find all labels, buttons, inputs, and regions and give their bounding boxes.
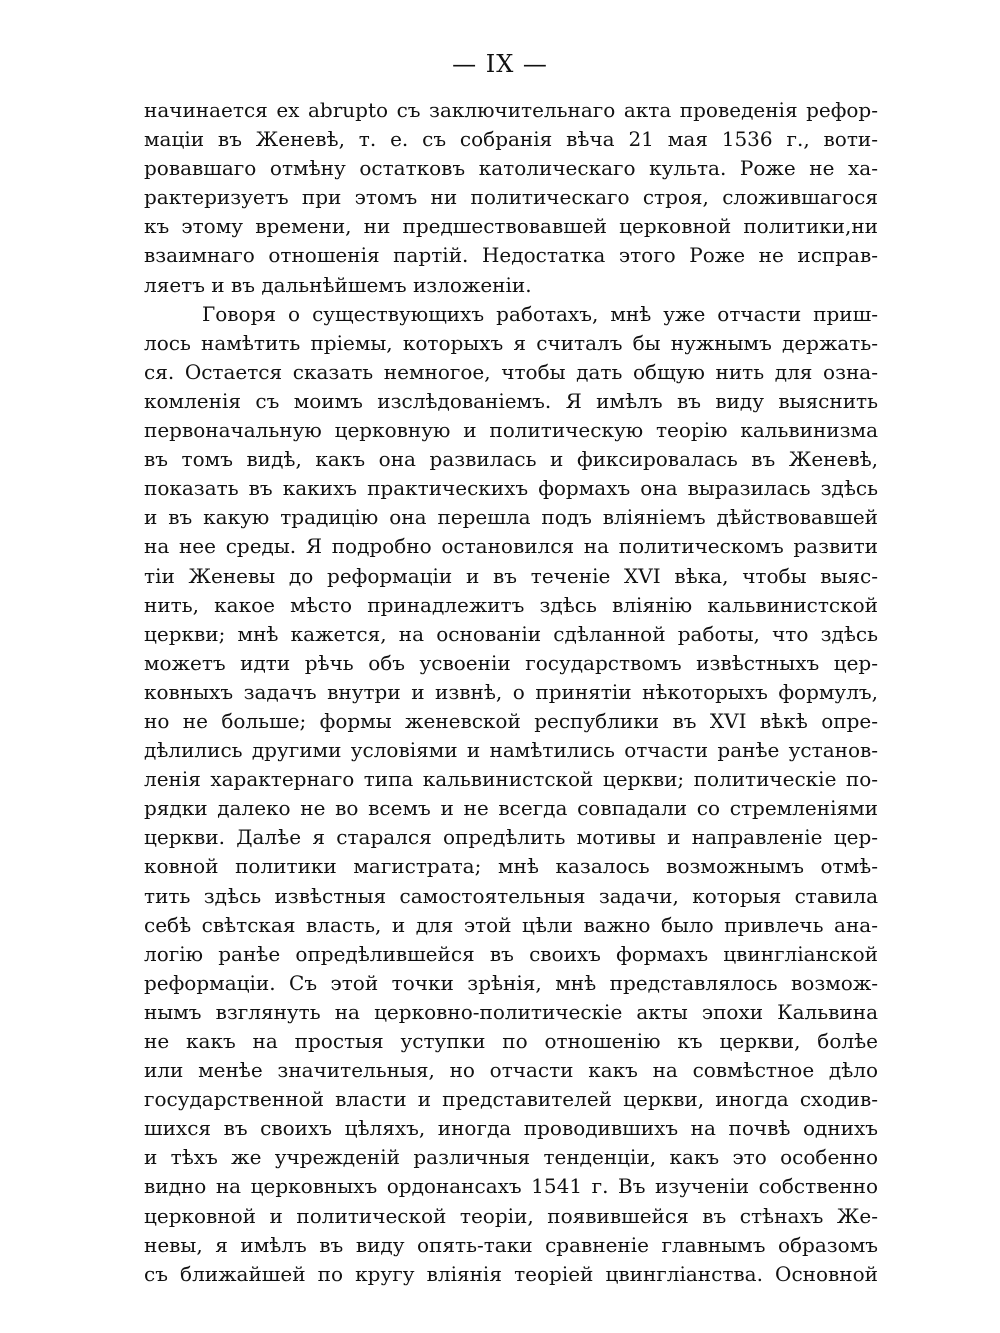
text-line: церкви; мнѣ кажется, на основаніи сдѣланной работы, что здѣсь: [144, 621, 878, 646]
text-line: начинается ex abrupto съ заключительнаго акта проведенія рефор-: [144, 98, 878, 122]
text-line: шихся въ своихъ цѣляхъ, иногда проводившихъ на почвѣ однихъ: [144, 1116, 878, 1141]
text-line: государственной власти и представителей церкви, иногда сходив-: [144, 1087, 878, 1112]
text-line: но не больше; формы женевской республики въ XVI вѣкѣ опре-: [144, 708, 878, 733]
text-line: ляетъ и въ дальнѣйшемъ изложеніи.: [144, 272, 532, 297]
text-line: Говоря о существующихъ работахъ, мнѣ уже отчасти приш-: [202, 301, 878, 326]
text-line: нить, какое мѣсто принадлежитъ здѣсь вліянію кальвинистской: [144, 592, 878, 617]
text-line: видно на церковныхъ ордонансахъ 1541 г. Въ изученіи собственно: [144, 1174, 878, 1199]
text-line: комленія съ моимъ изслѣдованіемъ. Я имѣлъ въ виду выяснить: [144, 388, 878, 413]
text-line: съ ближайшей по кругу вліянія теоріей цвингліанства. Основной: [144, 1261, 878, 1286]
text-line: ленія характернаго типа кальвинистской церкви; политическіе по-: [144, 767, 878, 792]
text-line: рядки далеко не во всемъ и не всегда совпадали со стремленіями: [144, 796, 878, 821]
text-line: не какъ на простыя уступки по отношенію къ церкви, болѣе: [144, 1029, 878, 1053]
text-line: церковной и политической теоріи, появившейся въ стѣнахъ Же-: [144, 1203, 878, 1228]
text-line: себѣ свѣтская власть, и для этой цѣли важно было привлечь ана-: [144, 912, 878, 937]
text-line: на нее среды. Я подробно остановился на политическомъ развити: [144, 534, 878, 559]
text-line: тіи Женевы до реформаціи и въ теченіе XVI вѣка, чтобы выяс-: [144, 563, 878, 588]
text-line: и тѣхъ же учрежденій различныя тенденціи, какъ это особенно: [144, 1145, 878, 1170]
text-line: реформаціи. Съ этой точки зрѣнія, мнѣ представлялось возмож-: [144, 970, 878, 995]
text-line: первоначальную церковную и политическую теорію кальвинизма: [144, 418, 878, 443]
paragraph-1: [144, 96, 878, 300]
body-text: [144, 96, 878, 1289]
text-line: взаимнаго отношенія партій. Недостатка этого Роже не исправ-: [144, 243, 878, 268]
text-line: церкви. Далѣе я старался опредѣлить мотивы и направленіе цер-: [144, 825, 878, 850]
text-line: рактеризуетъ при этомъ ни политическаго строя, сложившагося: [144, 185, 878, 210]
text-line: невы, я имѣлъ въ виду опять-таки сравненіе главнымъ образомъ: [144, 1232, 878, 1257]
text-line: ковныхъ задачъ внутри и извнѣ, о принятіи нѣкоторыхъ формулъ,: [144, 679, 878, 704]
text-line: маціи въ Женевѣ, т. е. съ собранія вѣча 21 мая 1536 г., воти-: [144, 127, 878, 152]
text-line: логію ранѣе опредѣлившейся въ своихъ формахъ цвингліанской: [144, 941, 878, 966]
text-line: можетъ идти рѣчь объ усвоеніи государствомъ извѣстныхъ цер-: [144, 650, 878, 675]
text-line: тить здѣсь извѣстныя самостоятельныя задачи, которыя ставила: [144, 883, 878, 908]
text-line: дѣлились другими условіями и намѣтились отчасти ранѣе установ-: [144, 738, 878, 763]
text-line: показать въ какихъ практическихъ формахъ она выразилась здѣсь: [144, 476, 878, 501]
text-line: ровавшаго отмѣну остатковъ католическаго культа. Роже не ха-: [144, 156, 878, 181]
text-line: или менѣе значительныя, но отчасти какъ на совмѣстное дѣло: [144, 1058, 878, 1083]
text-line: къ этому времени, ни предшествовавшей церковной политики,ни: [144, 214, 878, 239]
paragraph-2: [144, 300, 878, 1289]
page-number: — IX —: [452, 50, 548, 78]
text-line: ся. Остается сказать немногое, чтобы дать общую нить для озна-: [144, 359, 878, 384]
text-line: лось намѣтить пріемы, которыхъ я считалъ бы нужнымъ держать-: [144, 330, 878, 355]
text-line: и въ какую традицію она перешла подъ вліяніемъ дѣйствовавшей: [144, 505, 878, 530]
text-line: въ томъ видѣ, какъ она развилась и фиксировалась въ Женевѣ,: [144, 447, 878, 472]
text-line: нымъ взглянуть на церковно-политическіе акты эпохи Кальвина: [144, 999, 878, 1024]
text-line: ковной политики магистрата; мнѣ казалось возможнымъ отмѣ-: [144, 854, 878, 879]
